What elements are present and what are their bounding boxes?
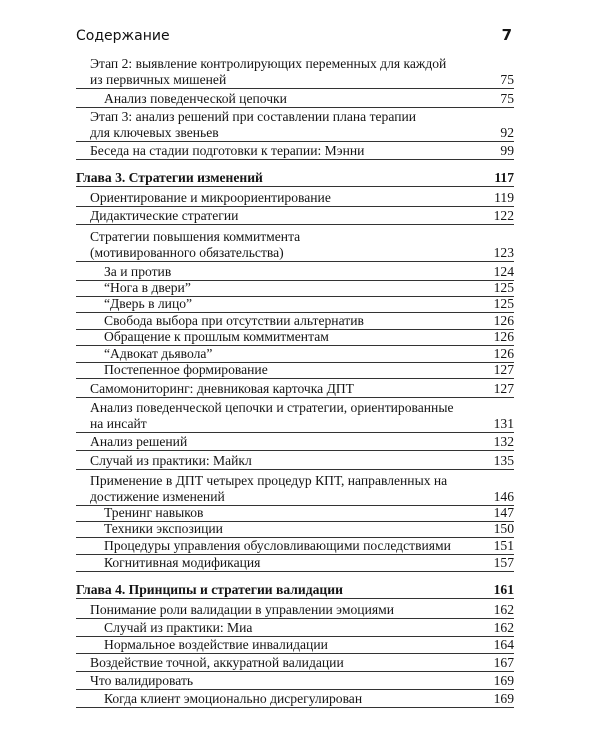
toc-entry-title: Понимание роли валидации в управлении эмоциями xyxy=(90,602,394,617)
toc-entry-title: Глава 3. Стратегии изменений xyxy=(76,170,263,185)
toc-entry-title: Анализ поведенческой цепочки и стратегии, ориентированные xyxy=(90,400,454,415)
toc-entry-page: 151 xyxy=(493,538,514,553)
toc-entry-page: 135 xyxy=(493,453,514,468)
toc-entry-title: Беседа на стадии подготовки к терапии: Мэнни xyxy=(90,143,365,158)
toc-entry-title: Анализ поведенческой цепочки xyxy=(104,91,287,106)
toc-entry-page: 169 xyxy=(493,691,514,706)
toc-entry-title: Что валидировать xyxy=(90,673,194,688)
toc-entry-title: Дидактические стратегии xyxy=(90,208,239,223)
entry-divider xyxy=(76,571,514,572)
toc-entry-page: 125 xyxy=(493,280,514,295)
toc-entry-title: “Нога в двери” xyxy=(104,280,191,295)
toc-entry-page: 127 xyxy=(493,381,514,396)
entry-divider xyxy=(76,224,514,225)
toc-entry-title: Тренинг навыков xyxy=(104,505,204,520)
toc-entry-title: (мотивированного обязательства) xyxy=(90,245,284,260)
entry-divider xyxy=(76,186,514,187)
toc-entry-title: За и против xyxy=(104,264,172,279)
toc-entry-page: 146 xyxy=(493,489,514,504)
toc-entry-title: Свобода выбора при отсутствии альтернатив xyxy=(104,313,364,328)
toc-entry-page: 150 xyxy=(493,521,514,536)
toc-entry-page: 132 xyxy=(493,434,514,449)
toc-entry-title: Случай из практики: Майкл xyxy=(90,453,252,468)
toc-entry-title: Процедуры управления обусловливающими последствиями xyxy=(104,538,451,553)
toc-entry-page: 117 xyxy=(494,170,514,185)
toc-entry-page: 161 xyxy=(493,582,514,597)
toc-entry-title: Глава 4. Принципы и стратегии валидации xyxy=(76,582,343,597)
entry-divider xyxy=(76,469,514,470)
entry-divider xyxy=(76,378,514,379)
toc-entry-title: Ориентирование и микроориентирование xyxy=(90,190,331,205)
toc-entry-page: 122 xyxy=(493,208,514,223)
toc-entry-title: Самомониторинг: дневниковая карточка ДПТ xyxy=(90,381,354,396)
toc-entry-title: Техники экспозиции xyxy=(104,521,223,536)
toc-entry-page: 126 xyxy=(493,346,514,361)
toc-entry-page: 124 xyxy=(493,264,514,279)
entry-divider xyxy=(76,689,514,690)
toc-entry-title: Применение в ДПТ четырех процедур КПТ, направленных на xyxy=(90,473,448,488)
entry-divider xyxy=(76,671,514,672)
toc-entry-title: Стратегии повышения коммитмента xyxy=(90,229,301,244)
toc-entry-title: Этап 3: анализ решений при составлении плана терапии xyxy=(90,109,417,124)
entry-divider xyxy=(76,432,514,433)
toc-entry-title: Обращение к прошлым коммитментам xyxy=(104,329,329,344)
header-page-number: 7 xyxy=(501,26,512,44)
entry-divider xyxy=(76,450,514,451)
toc-entry-page: 127 xyxy=(493,362,514,377)
toc-entry-page: 167 xyxy=(493,655,514,670)
toc-entry-title: достижение изменений xyxy=(90,489,225,504)
toc-entry-title: для ключевых звеньев xyxy=(90,125,219,140)
toc-entry-title: Этап 2: выявление контролирующих переменных для каждой xyxy=(90,56,447,71)
header-title: Содержание xyxy=(76,28,170,44)
toc-entry-page: 123 xyxy=(493,245,514,260)
toc-entry-page: 157 xyxy=(493,555,514,570)
toc-entry-page: 162 xyxy=(493,602,514,617)
entry-divider xyxy=(76,618,514,619)
toc-entry-title: Анализ решений xyxy=(90,434,188,449)
toc-entry-page: 147 xyxy=(493,505,514,520)
entry-divider xyxy=(76,598,514,599)
toc-entry-page: 162 xyxy=(493,620,514,635)
entry-divider xyxy=(76,397,514,398)
toc-entry-title: Когнитивная модификация xyxy=(104,555,261,570)
toc-entry-title: на инсайт xyxy=(90,416,147,431)
toc-entry-page: 126 xyxy=(493,329,514,344)
toc-entry-page: 99 xyxy=(500,143,514,158)
entry-divider xyxy=(76,206,514,207)
toc-entry-page: 126 xyxy=(493,313,514,328)
entry-divider xyxy=(76,141,514,142)
toc-entry-title: Когда клиент эмоционально дисрегулирован xyxy=(104,691,363,706)
toc-entry-page: 169 xyxy=(493,673,514,688)
toc-entry-page: 131 xyxy=(493,416,514,431)
entry-divider xyxy=(76,88,514,89)
toc-entry-page: 75 xyxy=(500,72,514,87)
toc-entry-page: 92 xyxy=(500,125,514,140)
toc-entry-page: 75 xyxy=(500,91,514,106)
toc-entry-title: из первичных мишеней xyxy=(90,72,227,87)
toc-entry-page: 164 xyxy=(493,637,514,652)
entry-divider xyxy=(76,159,514,160)
toc-entry-title: Воздействие точной, аккуратной валидации xyxy=(90,655,344,670)
toc-entry-title: Постепенное формирование xyxy=(104,362,268,377)
entry-divider xyxy=(76,707,514,708)
toc-entry-page: 125 xyxy=(493,296,514,311)
entry-divider xyxy=(76,261,514,262)
entry-divider xyxy=(76,107,514,108)
toc-entry-title: Нормальное воздействие инвалидации xyxy=(104,637,328,652)
toc-entry-title: “Дверь в лицо” xyxy=(104,296,193,311)
entry-divider xyxy=(76,653,514,654)
toc-entry-title: “Адвокат дьявола” xyxy=(104,346,213,361)
toc-entry-title: Случай из практики: Миа xyxy=(104,620,253,635)
toc-entry-page: 119 xyxy=(494,190,514,205)
